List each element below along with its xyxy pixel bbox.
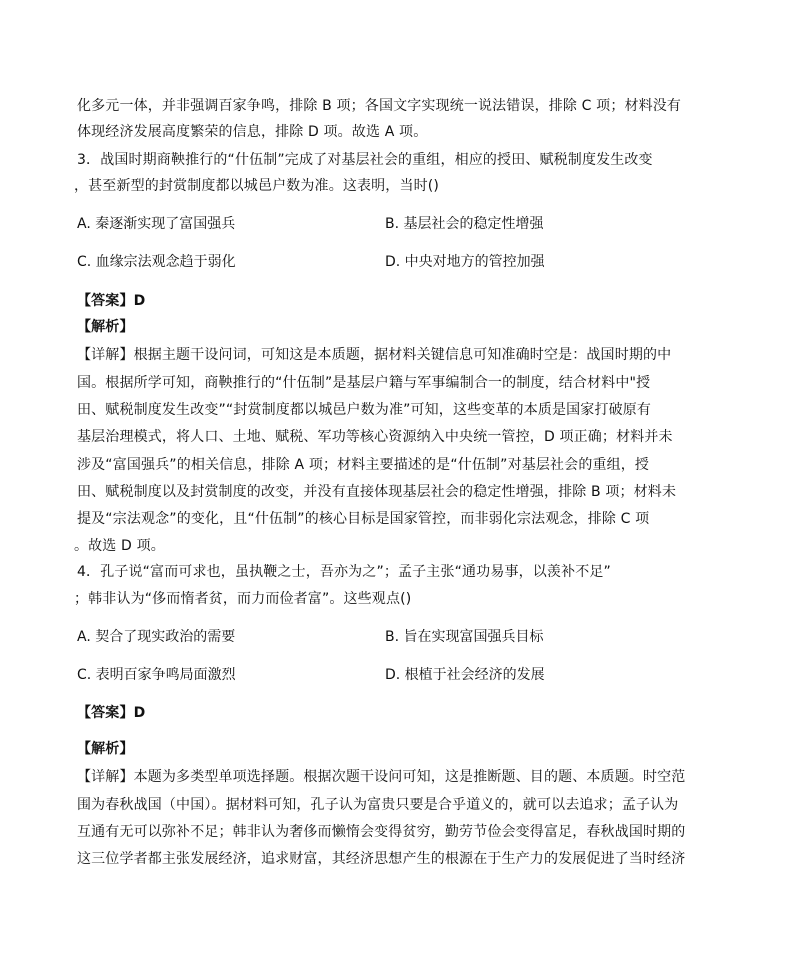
- question-4-stem-line-2: ；韩非认为“侈而惰者贫，而力而俭者富”。这些观点(): [74, 591, 412, 607]
- question-4-option-b: B. 旨在实现富国强兵目标: [385, 629, 544, 645]
- question-3-option-a: A. 秦逐渐实现了富国强兵: [77, 216, 236, 232]
- question-4-detail-line-3: 互通有无可以弥补不足；韩非认为奢侈而懒惰会变得贫穷，勤劳节俭会变得富足，春秋战国时期的: [77, 824, 686, 840]
- question-4-analysis-label: 【解析】: [77, 741, 134, 757]
- question-3-detail-line-1: 【详解】根据主题干设问词，可知这是本质题，据材料关键信息可知准确时空是：战国时期的中: [77, 347, 672, 363]
- question-3-detail-line-2: 国。根据所学可知，商鞅推行的“什伍制”是基层户籍与军事编制合一的制度，结合材料中"授: [77, 375, 651, 391]
- question-4-detail-line-2: 围为春秋战国（中国）。据材料可知，孔子认为富贵只要是合乎道义的，就可以去追求；孟子认为: [77, 797, 679, 813]
- intro-line-2: 体现经济发展高度繁荣的信息，排除 D 项。故选 A 项。: [77, 124, 428, 140]
- question-4-stem-line-1: 4．孔子说“富而可求也，虽执鞭之士，吾亦为之”；孟子主张“通功易事，以羡补不足”: [77, 564, 611, 580]
- question-4-option-a: A. 契合了现实政治的需要: [77, 629, 236, 645]
- question-4-detail-line-4: 这三位学者都主张发展经济，追求财富，其经济思想产生的根源在于生产力的发展促进了当时经济: [77, 851, 686, 867]
- question-3-option-b: B. 基层社会的稳定性增强: [385, 216, 544, 232]
- question-3-detail-line-3: 田、赋税制度发生改变”“封赏制度都以城邑户数为准”可知，这些变革的本质是国家打破原有: [77, 402, 652, 418]
- question-4-option-c: C. 表明百家争鸣局面激烈: [77, 667, 236, 683]
- question-3-detail-line-7: 提及“宗法观念”的变化，且“什伍制”的核心目标是国家管控，而非弱化宗法观念，排除 C 项: [77, 511, 650, 527]
- question-3-option-c: C. 血缘宗法观念趋于弱化: [77, 254, 236, 270]
- question-3-option-d: D. 中央对地方的管控加强: [385, 254, 545, 270]
- intro-line-1: 化多元一体，并非强调百家争鸣，排除 B 项；各国文字实现统一说法错误，排除 C 项；材料没有: [77, 98, 682, 114]
- question-4-answer: 【答案】D: [77, 705, 146, 721]
- question-3-detail-line-6: 田、赋税制度以及封赏制度的改变，并没有直接体现基层社会的稳定性增强，排除 B 项；材料未: [77, 484, 677, 500]
- question-3-detail-line-4: 基层治理模式，将人口、土地、赋税、军功等核心资源纳入中央统一管控，D 项正确；材料并未: [77, 429, 673, 445]
- question-4-detail-line-1: 【详解】本题为多类型单项选择题。根据次题干设问可知，这是推断题、目的题、本质题。时空范: [77, 769, 686, 785]
- question-3-stem-line-2: ，甚至新型的封赏制度都以城邑户数为准。这表明，当时(): [74, 178, 439, 194]
- question-3-detail-line-8: 。故选 D 项。: [74, 538, 165, 554]
- question-3-stem-line-1: 3．战国时期商鞅推行的“什伍制”完成了对基层社会的重组，相应的授田、赋税制度发生改变: [77, 152, 653, 168]
- question-3-answer: 【答案】D: [77, 293, 146, 309]
- question-4-option-d: D. 根植于社会经济的发展: [385, 667, 545, 683]
- question-3-detail-line-5: 涉及“富国强兵”的相关信息，排除 A 项；材料主要描述的是“什伍制”对基层社会的重组，授: [77, 457, 650, 473]
- question-3-analysis-label: 【解析】: [77, 319, 134, 335]
